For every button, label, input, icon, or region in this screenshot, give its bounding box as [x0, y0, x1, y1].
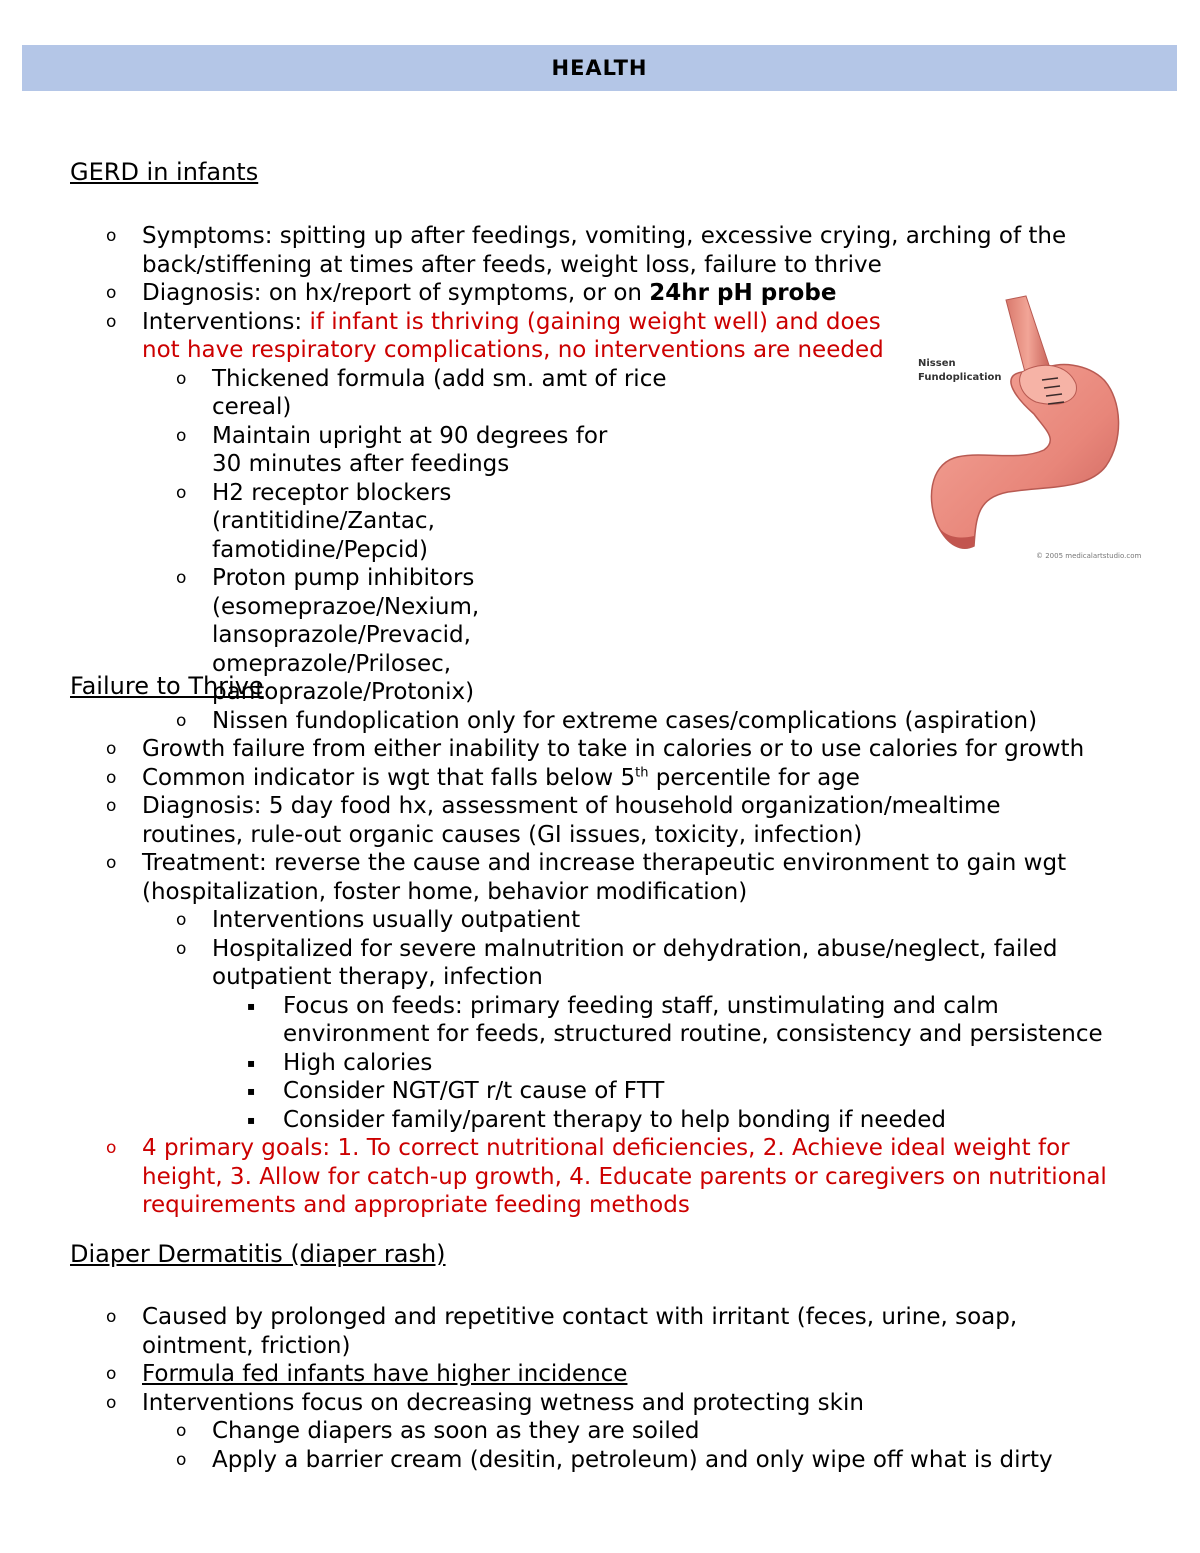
figure-copyright: © 2005 medicalartstudio.com — [1036, 552, 1142, 560]
section-heading-ftt: Failure to Thrive — [70, 672, 264, 700]
page-title: HEALTH — [551, 56, 648, 80]
list-item: o 4 primary goals: 1. To correct nutritional deficiencies, 2. Achieve ideal weight for height, 3. Allow for catch-up growth, 4. Educate parents or caregivers on nutritional requirements and appropriate feeding methods — [106, 1135, 1107, 1218]
list-item: o Treatment: reverse the cause and increase therapeutic environment to gain wgt (hospitalization, foster home, behavior modification) o Interventions usually outpatient o Hospitalized for severe malnutrition or dehydration, abuse/neglect, failed outpatient therapy, infection ▪ Focus on feeds: primary feeding staff, unstimulating and calm environment for feeds, structured routine, consistency and persistence ▪ High calories ▪ Consider NGT/GT r/t cause of FTT ▪ Consider family/parent therapy to help bonding if needed — [0, 849, 1110, 1134]
ftt-hospital-sub — [212, 992, 1110, 1135]
list-item: ▪ High calories — [247, 1049, 433, 1076]
bullet-icon: o — [176, 568, 187, 588]
bullet-icon: o — [176, 938, 187, 959]
bullet-icon: o — [176, 425, 187, 446]
bullet-icon: o — [106, 1307, 117, 1327]
list-item: o Change diapers as soon as they are soiled — [176, 1418, 700, 1444]
list-item: ▪ Consider NGT/GT r/t cause of FTT — [247, 1078, 665, 1104]
list-item: o Maintain upright at 90 degrees for 30 minutes after feedings — [176, 422, 608, 477]
figure-label-line1: Nissen — [918, 358, 956, 369]
list-item: o Common indicator is wgt that falls below 5th percentile for age — [106, 764, 860, 791]
list-item: o Proton pump inhibitors (esomeprazoe/Nexium, lansoprazole/Prevacid, omeprazole/Prilosec, pantoprazole/Protonix) — [176, 565, 480, 705]
bullet-icon: o — [106, 1364, 117, 1384]
diaper-sub — [142, 1417, 1060, 1474]
square-bullet-icon: ▪ — [247, 998, 256, 1013]
list-item: o Thickened formula (add sm. amt of rice cereal) — [176, 365, 667, 420]
bullet-icon: o — [106, 311, 117, 332]
list-item: o Nissen fundoplication only for extreme cases/complications (aspiration) — [176, 707, 1038, 734]
bullet-icon: o — [176, 710, 187, 731]
list-item: o Growth failure from either inability to take in calories or to use calories for growth — [106, 736, 1085, 762]
ftt-treatment-sub — [142, 906, 1110, 1134]
list-item: o Interventions: if infant is thriving (gaining weight well) and does not have respiratory complications, no interventions are needed o Thickened formula (add sm. amt of rice cereal) o Maintain upright at 90 degrees for 30 minutes after feedings o H2 receptor blockers (rantitidine/Zantac, famotidine/Pepcid) o Proton pump inhibitors (esomeprazoe/Nexium, lansoprazole/Prevacid, omeprazole/Prilosec, pantoprazole/Protonix) o Nissen fundoplication only for extreme cases/complications (aspiration) — [0, 308, 902, 736]
bullet-icon: o — [106, 739, 117, 759]
bullet-icon: o — [176, 368, 187, 389]
nissen-fundoplication-figure — [918, 290, 1148, 570]
diaper-list — [0, 1303, 1060, 1474]
bullet-icon: o — [106, 283, 117, 303]
square-bullet-icon: ▪ — [247, 1055, 256, 1070]
bullet-icon: o — [106, 1138, 117, 1158]
square-bullet-icon: ▪ — [247, 1084, 256, 1098]
list-item: o Interventions usually outpatient — [176, 907, 581, 933]
bullet-icon: o — [176, 1449, 187, 1470]
bullet-icon: o — [176, 910, 187, 930]
bullet-icon: o — [106, 767, 117, 788]
list-item: o Symptoms: spitting up after feedings, vomiting, excessive crying, arching of the back/stiffening at times after feeds, weight loss, failure to thrive — [106, 223, 1067, 278]
list-item: o Caused by prolonged and repetitive contact with irritant (feces, urine, soap, ointment, friction) — [106, 1304, 1018, 1359]
bullet-icon: o — [106, 796, 117, 816]
bullet-icon: o — [106, 1392, 117, 1413]
page-header — [22, 45, 1177, 91]
list-item: o Interventions focus on decreasing wetness and protecting skin o Change diapers as soon as they are soiled o Apply a barrier cream (desitin, petroleum) and only wipe off what is dirty — [0, 1389, 1060, 1475]
section-heading-gerd: GERD in infants — [70, 158, 259, 186]
list-item: o Formula fed infants have higher incidence — [106, 1361, 628, 1387]
bullet-icon: o — [176, 482, 187, 503]
square-bullet-icon: ▪ — [247, 1112, 256, 1127]
list-item: ▪ Focus on feeds: primary feeding staff, unstimulating and calm environment for feeds, structured routine, consistency and persistence — [247, 992, 1103, 1047]
list-item: o Diagnosis: on hx/report of symptoms, or on 24hr pH probe — [106, 280, 837, 306]
list-item: o Hospitalized for severe malnutrition or dehydration, abuse/neglect, failed outpatient therapy, infection ▪ Focus on feeds: primary feeding staff, unstimulating and calm environment for feeds, structured routine, consistency and persistence ▪ High calories ▪ Consider NGT/GT r/t cause of FTT ▪ Consider family/parent therapy to help bonding if needed — [0, 935, 1110, 1135]
section-heading-diaper: Diaper Dermatitis (diaper rash) — [70, 1240, 446, 1268]
bullet-icon: o — [106, 853, 117, 873]
bullet-icon: o — [106, 226, 117, 246]
list-item: ▪ Consider family/parent therapy to help bonding if needed — [247, 1106, 947, 1133]
list-item: o Apply a barrier cream (desitin, petroleum) and only wipe off what is dirty — [176, 1446, 1053, 1473]
ftt-list — [0, 735, 1110, 1220]
bullet-icon: o — [176, 1421, 187, 1441]
list-item: o H2 receptor blockers (rantitidine/Zantac, famotidine/Pepcid) — [176, 479, 452, 563]
figure-label-line2: Fundoplication — [918, 372, 1002, 383]
list-item: o Diagnosis: 5 day food hx, assessment of household organization/mealtime routines, rule-out organic causes (GI issues, toxicity, infection) — [106, 793, 1001, 848]
